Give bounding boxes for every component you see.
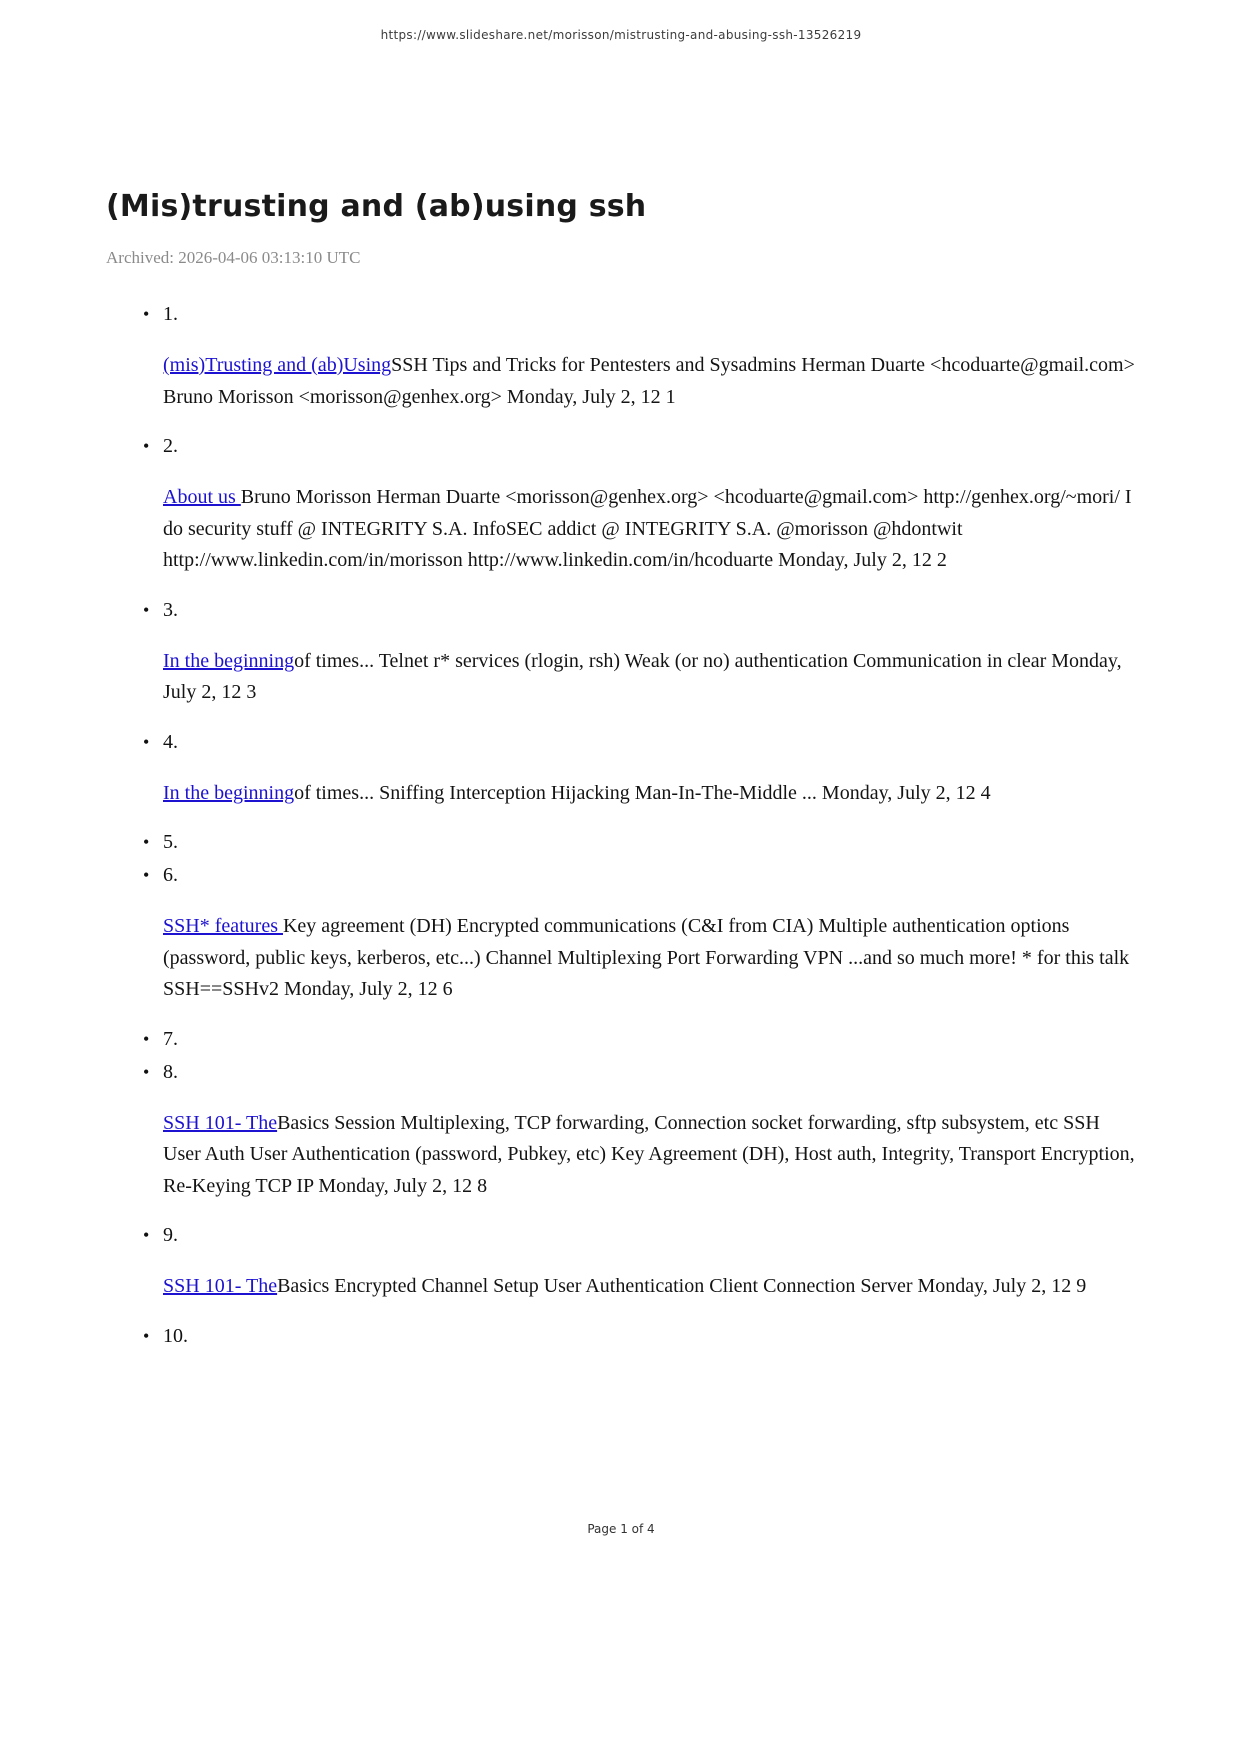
list-item (106, 430, 1136, 577)
item-number-row (143, 826, 1136, 859)
slide-list (106, 298, 1136, 1353)
slide-description: Bruno Morisson Herman Duarte <morisson@genhex.org> <hcoduarte@gmail.com> http://genhex.org/~mori/ I do security stuff @ INTEGRITY S.A. InfoSEC addict @ INTEGRITY S.A. @morisson @hdontwit http://www.linkedin.com/in/morisson http://www.linkedin.com/in/hcoduarte Monday, July 2, 12 2 (163, 486, 1132, 571)
list-item (106, 1023, 1136, 1056)
bullet-icon: • (143, 1028, 150, 1049)
list-item (106, 726, 1136, 810)
item-number-label: 2. (163, 435, 178, 457)
list-item (106, 1320, 1136, 1353)
list-item (106, 594, 1136, 709)
bullet-icon: • (143, 436, 150, 456)
bullet-icon: • (143, 731, 150, 752)
list-item (106, 826, 1136, 859)
archive-source-url: https://www.slideshare.net/morisson/mistrusting-and-abusing-ssh-13526219 (380, 28, 862, 42)
item-number-row (143, 1219, 1136, 1252)
item-text (163, 911, 1136, 1006)
slide-description: SSH Tips and Tricks for Pentesters and Sysadmins Herman Duarte <hcoduarte@gmail.com> Bruno Morisson <morisson@genhex.org> Monday, July 2, 12 1 (163, 354, 1135, 408)
item-number-label: 9. (163, 1224, 178, 1246)
list-item (106, 859, 1136, 1006)
item-text (163, 1108, 1136, 1203)
slide-description: of times... Telnet r* services (rlogin, rsh) Weak (or no) authentication Communication in clear Monday, July 2, 12 3 (163, 649, 1122, 703)
item-number-row (143, 726, 1136, 759)
bullet-icon: • (143, 865, 150, 885)
slide-description: Basics Encrypted Channel Setup User Authentication Client Connection Server Monday, July 2, 12 9 (277, 1275, 1087, 1297)
item-number-row (143, 859, 1136, 892)
item-text (163, 778, 1136, 810)
item-number-label: 5. (163, 831, 178, 853)
item-text (163, 350, 1136, 413)
item-number-label: 6. (163, 864, 178, 886)
item-number-label: 1. (163, 303, 178, 325)
slide-link[interactable]: SSH 101- The (163, 1275, 278, 1297)
item-number-row (143, 298, 1136, 331)
item-number-label: 10. (163, 1324, 188, 1347)
item-number-row (143, 430, 1136, 463)
slide-description: Key agreement (DH) Encrypted communications (C&I from CIA) Multiple authentication options (password, public keys, kerberos, etc...) Channel Multiplexing Port Forwarding VPN ...and so much more! * for this talk SSH==SSHv2 Monday, July 2, 12 6 (163, 915, 1130, 1000)
bullet-icon: • (143, 1325, 150, 1346)
item-number-label: 8. (163, 1060, 178, 1083)
slide-description: Basics Session Multiplexing, TCP forwarding, Connection socket forwarding, sftp subsystem, etc SSH User Auth User Authentication (password, Pubkey, etc) Key Agreement (DH), Host auth, Integrity, Transport Encryption, Re-Keying TCP IP Monday, July 2, 12 8 (163, 1111, 1135, 1197)
archived-timestamp: Archived: 2026-04-06 03:13:10 UTC (106, 248, 361, 267)
slide-link[interactable]: SSH* features (163, 915, 283, 937)
item-text (163, 1271, 1136, 1303)
slide-link[interactable]: About us (163, 486, 241, 508)
item-number-label: 3. (163, 598, 178, 621)
item-number-label: 4. (163, 730, 178, 753)
slide-link[interactable]: (mis)Trusting and (ab)Using (163, 354, 392, 376)
page-title: (Mis)trusting and (ab)using ssh (106, 189, 647, 224)
item-number-label: 7. (163, 1027, 178, 1050)
item-number-row (143, 1320, 1136, 1353)
item-number-row (143, 594, 1136, 627)
item-text (163, 482, 1136, 577)
bullet-icon: • (143, 304, 150, 324)
bullet-icon: • (143, 1225, 150, 1245)
item-text (163, 646, 1136, 709)
item-number-row (143, 1023, 1136, 1056)
bullet-icon: • (143, 832, 150, 852)
slide-link[interactable]: In the beginning (163, 781, 295, 804)
bullet-icon: • (143, 1061, 150, 1082)
list-item (106, 1056, 1136, 1203)
slide-link[interactable]: In the beginning (163, 649, 295, 672)
content (106, 189, 1136, 1353)
page-footer: Page 1 of 4 (587, 1522, 655, 1536)
list-item (106, 1219, 1136, 1303)
slide-description: of times... Sniffing Interception Hijacking Man-In-The-Middle ... Monday, July 2, 12 4 (294, 781, 991, 804)
item-number-row (143, 1056, 1136, 1089)
slide-link[interactable]: SSH 101- The (163, 1111, 278, 1134)
list-item (106, 298, 1136, 413)
bullet-icon: • (143, 599, 150, 620)
